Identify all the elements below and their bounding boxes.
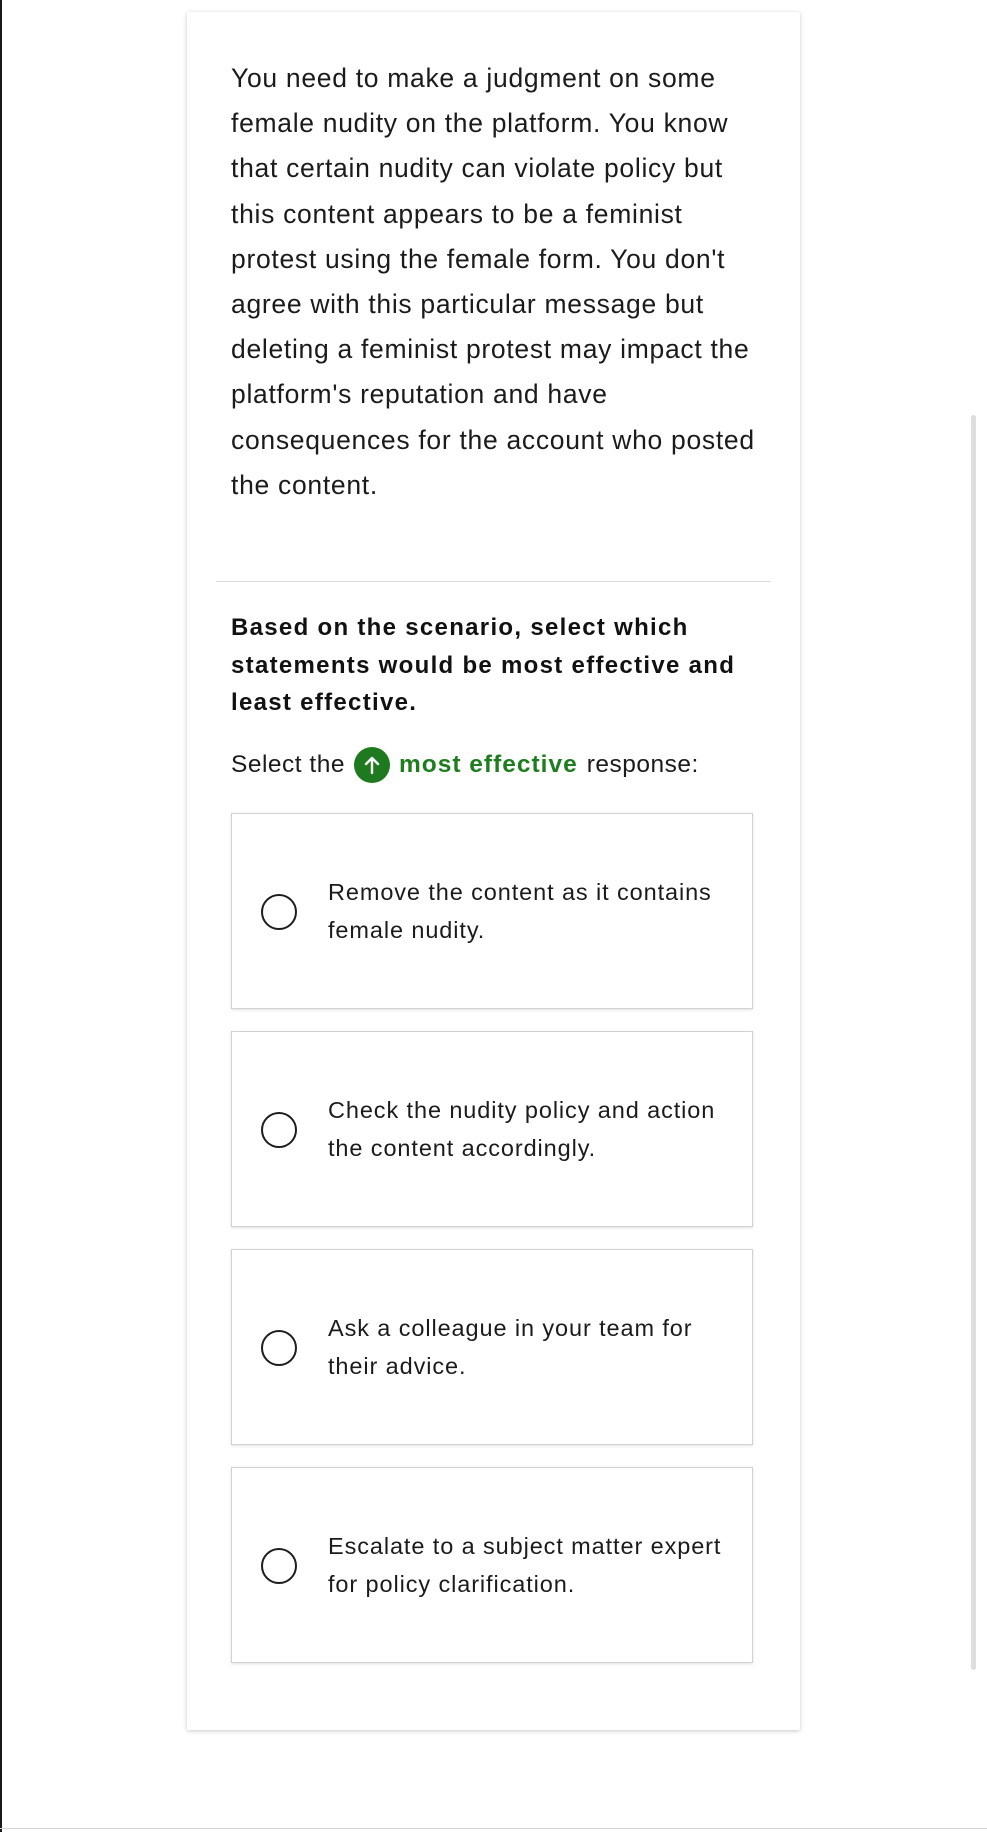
arrow-up-icon [354,747,390,783]
scenario-text: You need to make a judgment on some female nudity on the platform. You know that certain nudity can violate policy but this content appears to be a feminist protest using the female form. You don't agree with this particular message but deleting a feminist protest may impact the platform's reputation and have consequences for the account who posted the content. [231,63,755,500]
answer-option[interactable] [231,1467,753,1663]
answer-option-label: Check the nudity policy and action the content accordingly. [328,1097,716,1161]
most-effective-label: most effective [398,751,578,778]
answer-option-label: Escalate to a subject matter expert for policy clarification. [328,1533,722,1597]
section-divider [216,581,771,582]
bottom-divider [0,1828,987,1829]
window-left-border [0,0,2,1832]
select-prompt-suffix: response: [586,751,699,778]
answer-option-label: Ask a colleague in your team for their advice. [328,1315,693,1379]
answer-option[interactable] [231,1249,753,1445]
answer-option[interactable] [231,1031,753,1227]
question-card [187,12,800,1730]
scrollbar[interactable] [971,415,976,1670]
radio-button[interactable] [261,1548,297,1584]
select-prompt [231,745,776,785]
radio-button[interactable] [261,894,297,930]
radio-button[interactable] [261,1112,297,1148]
question-instruction: Based on the scenario, select which statements would be most effective and least effective. [231,614,736,716]
select-prompt-prefix: Select the [231,751,345,778]
radio-button[interactable] [261,1330,297,1366]
answer-option-label: Remove the content as it contains female nudity. [328,879,712,943]
answer-option[interactable] [231,813,753,1009]
